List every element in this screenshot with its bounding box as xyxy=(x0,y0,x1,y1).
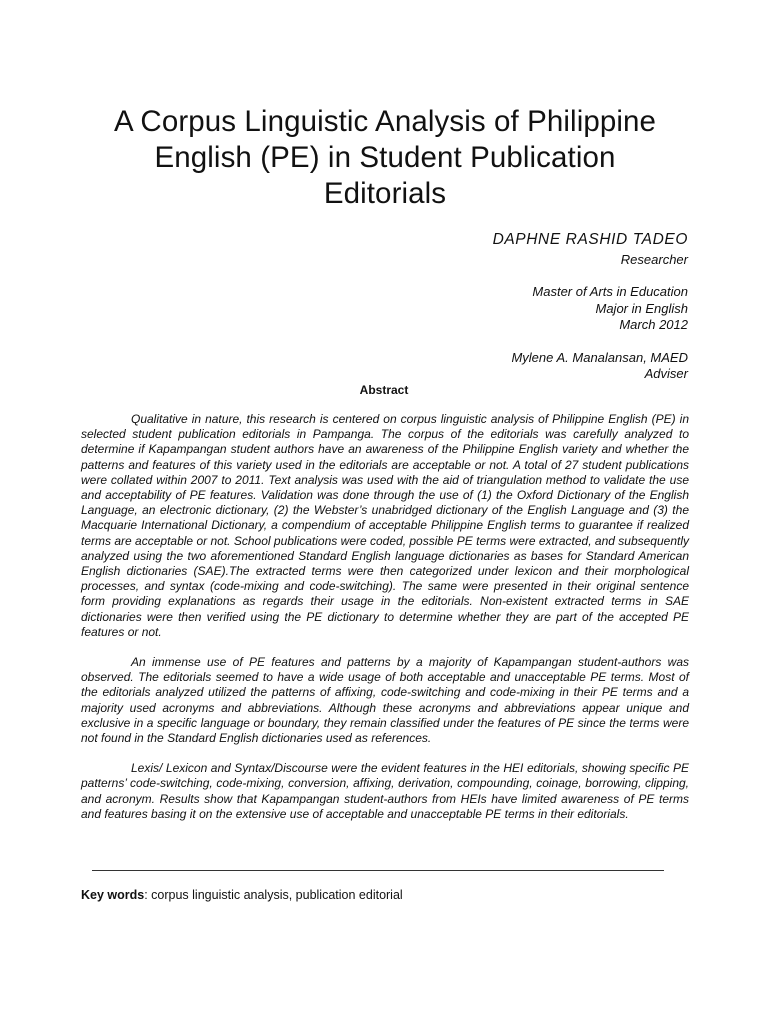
abstract-paragraph-3: Lexis/ Lexicon and Syntax/Discourse were the evident features in the HEI editorials, showing specific PE patterns’ code-switching, code-mixing, conversion, affixing, derivation, compounding, coinage, borrowing, clipping, and acronym. Results show that Kapampangan student-authors from HEIs have limited awareness of PE terms and features basing it on the extensive use of acceptable and unacceptable PE terms in their editorials. xyxy=(81,761,689,821)
author-major: Major in English xyxy=(595,300,688,316)
author-name: DAPHNE RASHID TADEO xyxy=(492,231,688,248)
keywords-text: : corpus linguistic analysis, publication editorial xyxy=(144,888,403,902)
title-line-3: Editorials xyxy=(323,177,447,210)
keywords-label: Key words xyxy=(81,888,145,902)
spacer xyxy=(328,268,688,284)
paper-title xyxy=(60,104,710,212)
adviser-name: Mylene A. Manalansan, MAED xyxy=(511,349,688,365)
author-block xyxy=(328,232,688,383)
title-line-1: A Corpus Linguistic Analysis of Philippine xyxy=(113,105,657,138)
author-degree: Master of Arts in Education xyxy=(532,284,688,299)
horizontal-divider xyxy=(92,870,664,871)
abstract-body xyxy=(81,412,689,837)
spacer xyxy=(328,334,688,350)
abstract-heading: Abstract xyxy=(359,383,409,397)
abstract-paragraph-2: An immense use of PE features and patterns by a majority of Kapampangan student-authors was observed. The editorials seemed to have a wide usage of both acceptable and unacceptable PE terms. Most of the editorials analyzed utilized the patterns of affixing, code-switching and code-mixing in their PE terms and a majority used acronyms and abbreviations. Although these acronyms and abbreviations appear unique and exclusive in a specific language or boundary, they remain classified under the features of PE since the terms were not found in the Standard English dictionaries used as references. xyxy=(81,655,689,746)
author-date: March 2012 xyxy=(619,317,688,332)
author-role: Researcher xyxy=(620,251,688,267)
title-line-2: English (PE) in Student Publication xyxy=(154,141,616,174)
adviser-role: Adviser xyxy=(644,366,688,381)
keywords-line xyxy=(81,887,701,903)
abstract-paragraph-1: Qualitative in nature, this research is centered on corpus linguistic analysis of Philippine English (PE) in selected student publication editorials in Pampanga. The corpus of the editorials was carefully analyzed to determine if Kapampangan student authors have an awareness of the Philippine English variety and whether the patterns and features of this variety used in the editorials are acceptable or not. A total of 27 student publications were collated within 2007 to 2011. Text analysis was used with the aid of triangulation method to validate the use and acceptability of PE features. Validation was done through the use of (1) the Oxford Dictionary of the English Language, an electronic dictionary, (2) the Webster’s unabridged dictionary of the English Language and (3) the Macquarie International Dictionary, a compendium of acceptable Philippine English terms to guarantee if realized terms are acceptable or not. School publications were coded, possible PE terms were extracted, and subsequently analyzed using the two aforementioned Standard English language dictionaries as bases for Standard American English dictionaries (SAE).The extracted terms were then categorized under lexicon and their morphological processes, and syntax (code-mixing and code-switching). The same were presented in their original sentence form providing explanations as regards their usage in the editorials. Non-existent extracted terms in SAE dictionaries were then verified using the PE dictionary to determine whether they are part of the accepted PE features or not. xyxy=(81,412,689,639)
